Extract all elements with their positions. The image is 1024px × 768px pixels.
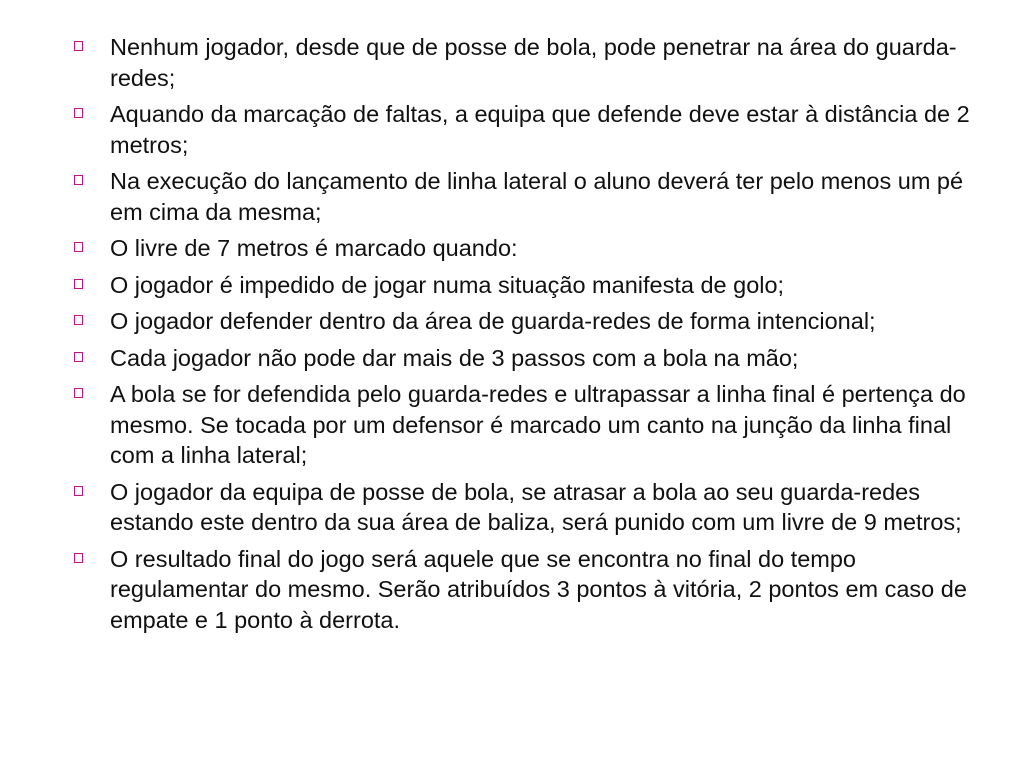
list-item-text: Cada jogador não pode dar mais de 3 passos com a bola na mão; (110, 344, 799, 371)
square-bullet-icon (74, 315, 83, 325)
list-item (74, 477, 984, 538)
list-item (74, 343, 984, 374)
square-bullet-icon (74, 388, 83, 398)
rules-list (74, 32, 984, 635)
list-item (74, 306, 984, 337)
list-item-text: Aquando da marcação de faltas, a equipa que defende deve estar à distância de 2 metros; (110, 101, 970, 158)
list-item-text: Na execução do lançamento de linha lateral o aluno deverá ter pelo menos um pé em cima da mesma; (110, 168, 964, 225)
list-item (74, 270, 984, 301)
square-bullet-icon (74, 108, 83, 118)
square-bullet-icon (74, 279, 83, 289)
list-item (74, 166, 984, 227)
list-item-text: Nenhum jogador, desde que de posse de bola, pode penetrar na área do guarda-redes; (110, 34, 957, 91)
square-bullet-icon (74, 175, 83, 185)
list-item-text: A bola se for defendida pelo guarda-redes e ultrapassar a linha final é pertença do mesmo. Se tocada por um defensor é marcado um canto na junção da linha final com a linha lateral; (110, 381, 966, 468)
list-item-text: O jogador da equipa de posse de bola, se atrasar a bola ao seu guarda-redes estando este dentro da sua área de baliza, será punido com um livre de 9 metros; (110, 478, 962, 535)
square-bullet-icon (74, 242, 83, 252)
list-item-text: O livre de 7 metros é marcado quando: (110, 235, 518, 261)
list-item (74, 544, 984, 636)
list-item-text: O jogador defender dentro da área de guarda-redes de forma intencional; (110, 308, 876, 334)
list-item (74, 233, 984, 264)
list-item (74, 32, 984, 93)
square-bullet-icon (74, 41, 83, 51)
square-bullet-icon (74, 486, 83, 496)
list-item-text: O resultado final do jogo será aquele que se encontra no final do tempo regulamentar do mesmo. Serão atribuídos 3 pontos à vitória, 2 pontos em caso de empate e 1 ponto à derrota. (110, 545, 967, 633)
square-bullet-icon (74, 352, 83, 362)
list-item (74, 379, 984, 471)
list-item-text: O jogador é impedido de jogar numa situação manifesta de golo; (110, 271, 785, 298)
square-bullet-icon (74, 553, 83, 563)
list-item (74, 99, 984, 160)
